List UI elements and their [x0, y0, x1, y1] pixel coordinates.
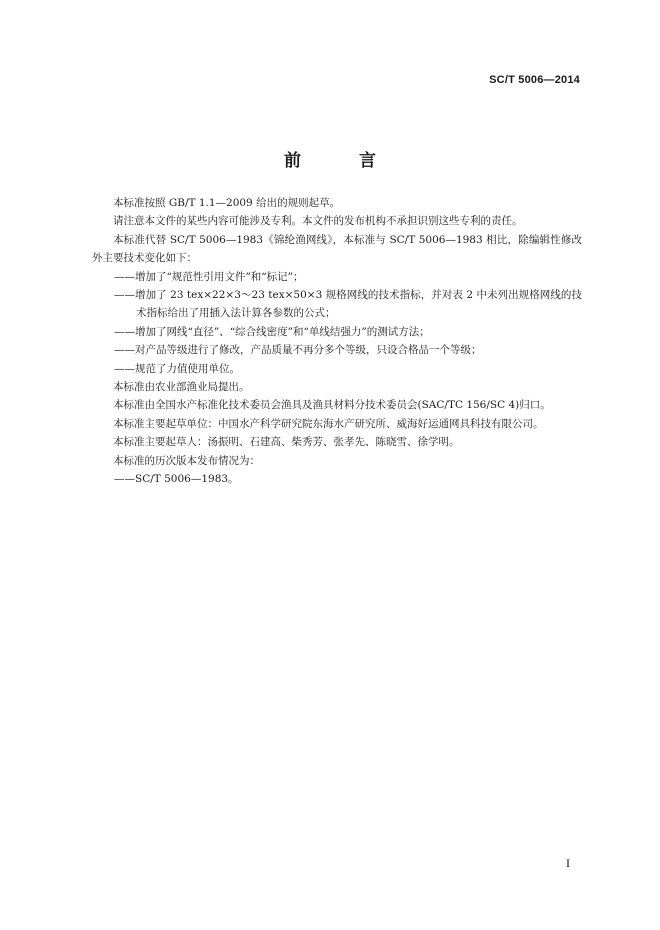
paragraph-history-intro: 本标准的历次版本发布情况为：: [113, 454, 260, 467]
paragraph-drafters: 本标准主要起草人：汤振明、石建高、柴秀芳、张孝先、陈晓雪、徐学明。: [113, 436, 460, 449]
list-item: ——增加了“规范性引用文件”和“标记”；: [114, 270, 304, 283]
foreword-body: [92, 194, 582, 489]
paragraph-proposer: 本标准由农业部渔业局提出。: [113, 381, 250, 394]
list-item: ——对产品等级进行了修改，产品质量不再分多个等级，只设合格品一个等级；: [114, 344, 482, 357]
standard-code: SC/T 5006—2014: [489, 74, 580, 86]
list-item: ——增加了网线“直径”、“综合线密度”和“单线结强力”的测试方法；: [114, 325, 430, 338]
paragraph-drafting-units: 本标准主要起草单位：中国水产科学研究院东海水产研究所、威海好运通网具科技有限公司。: [113, 417, 544, 430]
page-title: 前 言: [284, 151, 402, 171]
history-item: ——SC/T 5006—1983。: [114, 473, 239, 486]
paragraph-patent-notice: 请注意本文件的某些内容可能涉及专利。本文件的发布机构不承担识别这些专利的责任。: [113, 215, 523, 228]
paragraph-committee: 本标准由全国水产标准化技术委员会渔具及渔具材料分技术委员会(SAC/TC 156/SC 4)归口。: [113, 399, 551, 412]
paragraph-drafting-rules: 本标准按照 GB/T 1.1—2009 给出的规则起草。: [113, 197, 341, 209]
paragraph-replacement: 本标准代替 SC/T 5006—1983《锦纶渔网线》，本标准与 SC/T 5006—1983 相比，除编辑性修改外主要技术变化如下：: [92, 233, 582, 265]
page-number: I: [566, 856, 570, 870]
list-item: ——增加了 23 tex×22×3～23 tex×50×3 规格网线的技术指标，并对表 2 中未列出规格网线的技术指标给出了用插入法计算各参数的公式；: [114, 289, 582, 320]
list-item: ——规范了力值使用单位。: [114, 362, 240, 375]
